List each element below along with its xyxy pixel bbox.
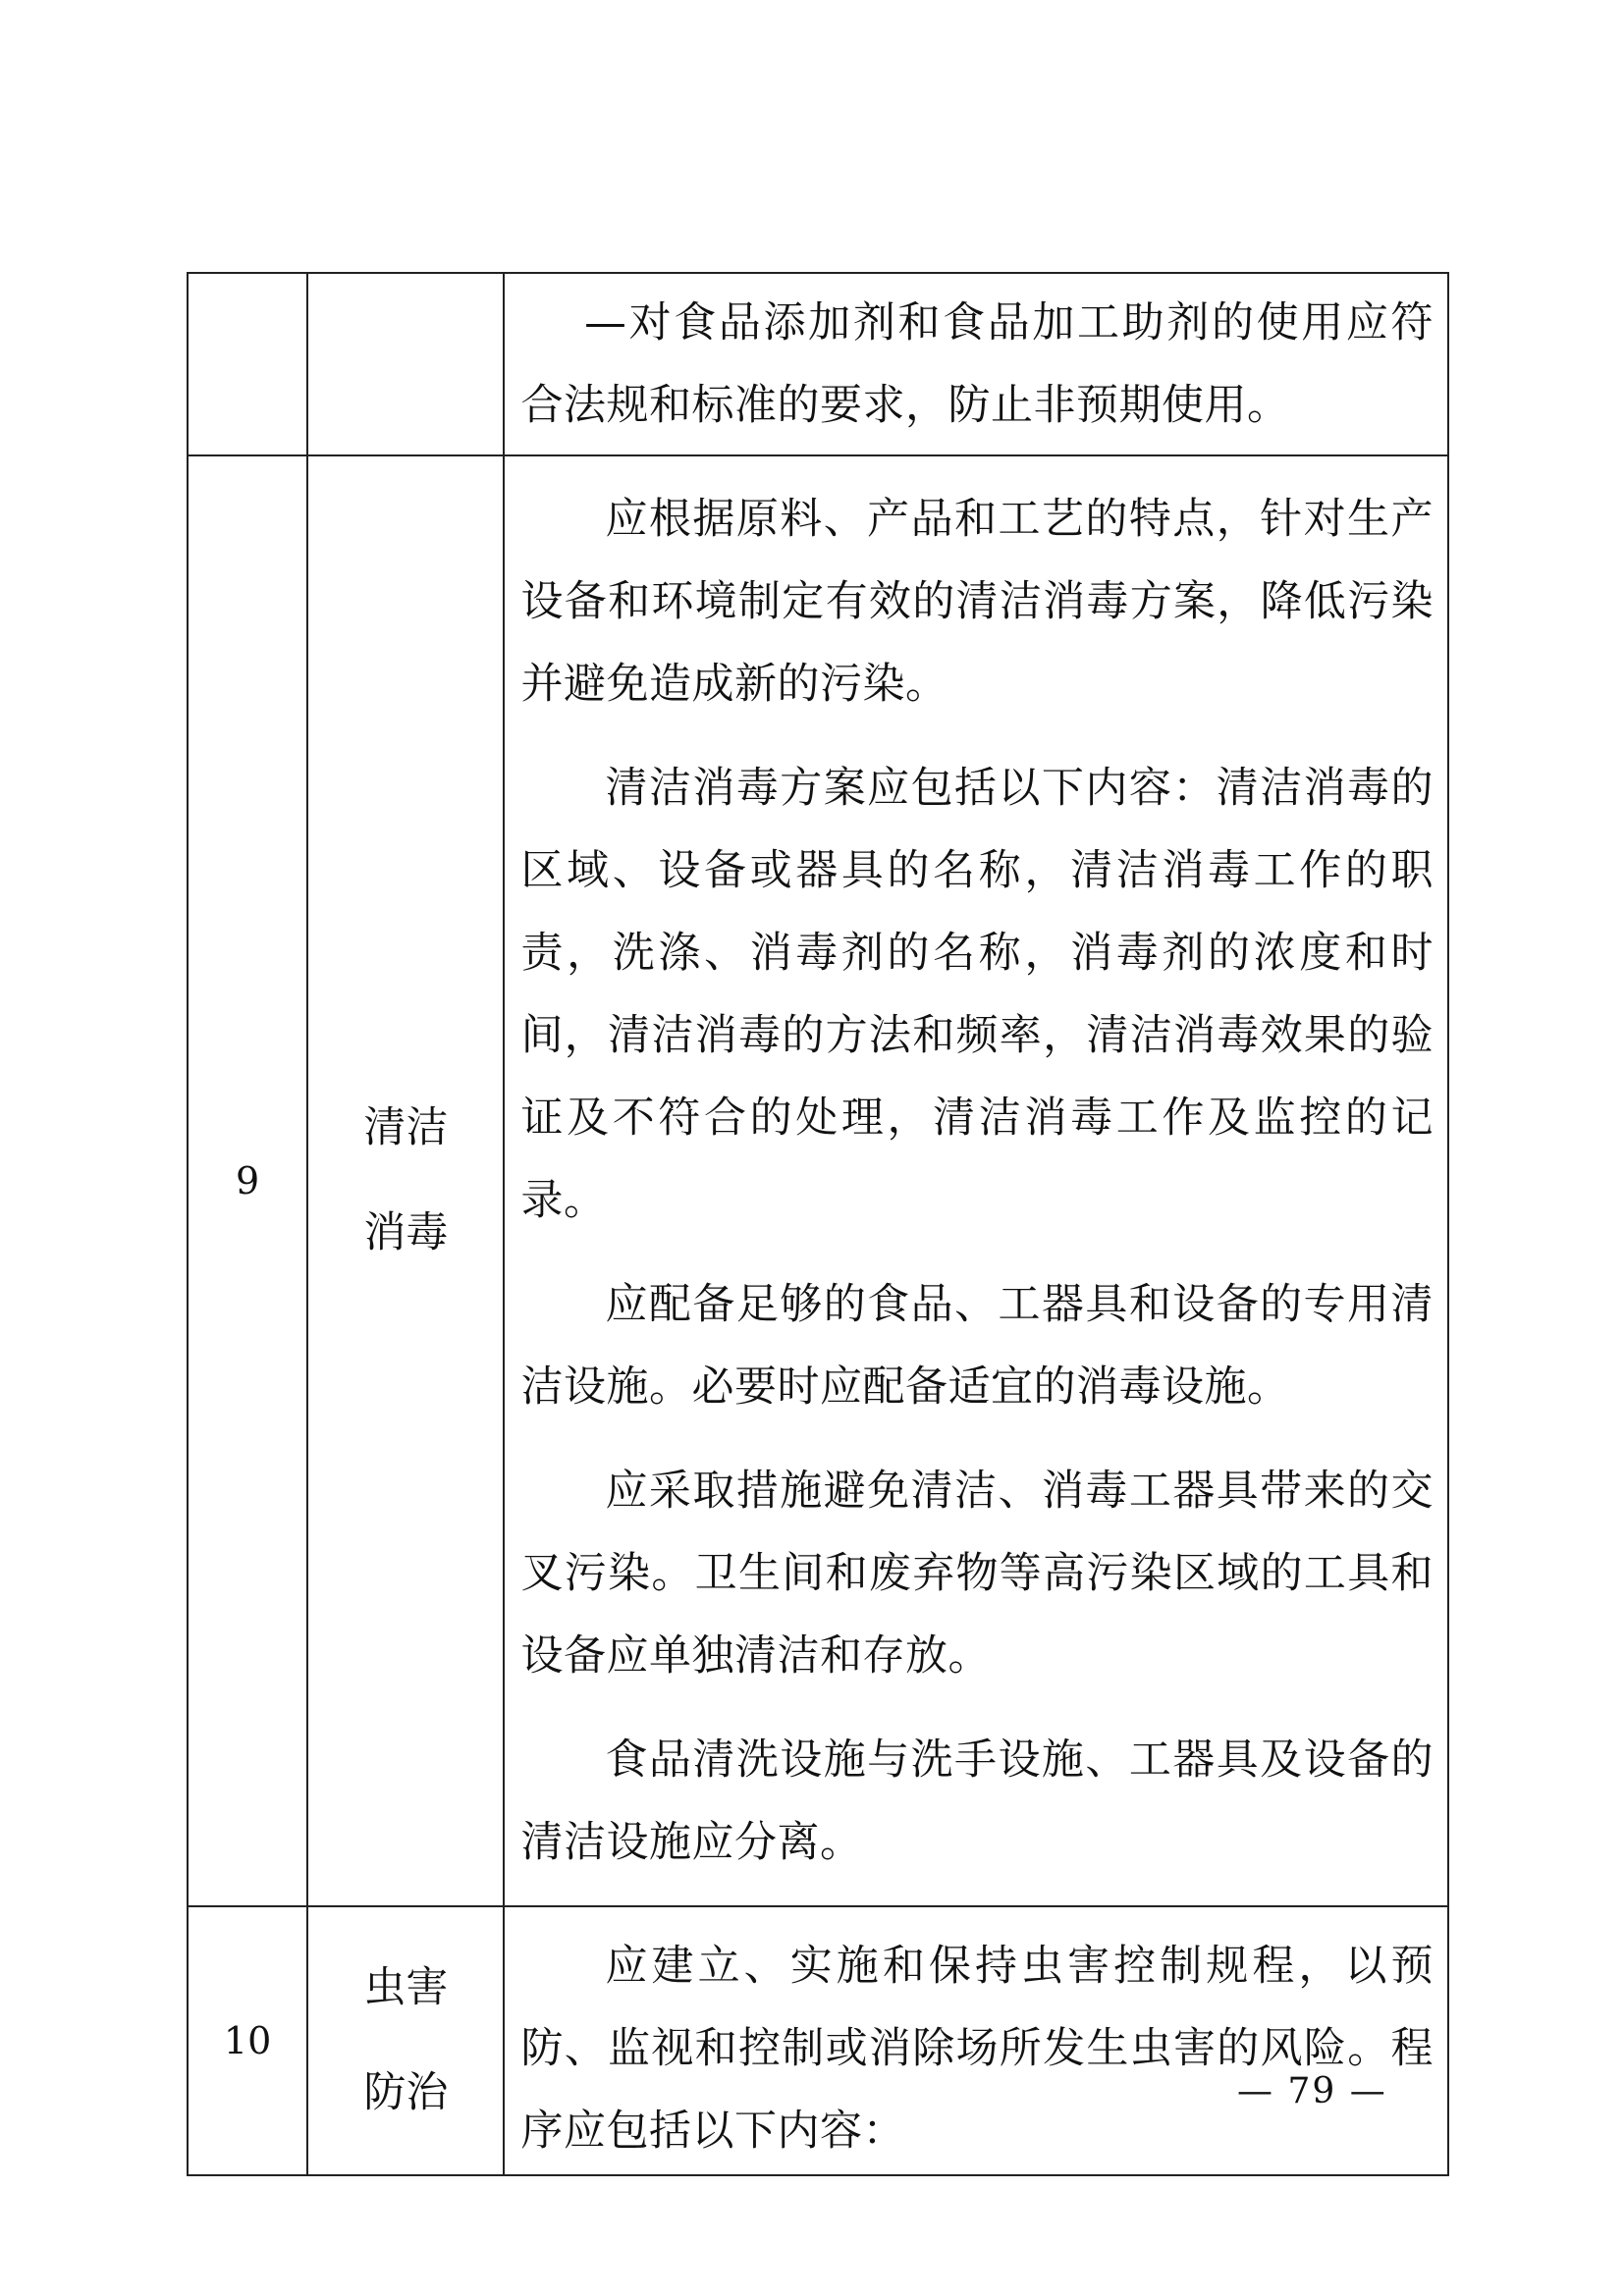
content-table (187, 272, 1449, 2176)
requirement-cell (504, 1906, 1448, 2175)
row-number-cell (188, 273, 307, 455)
category-label-line: 消毒 (363, 1208, 449, 1257)
category-label-line: 防治 (363, 2068, 449, 2117)
row-number-cell: 9 (188, 455, 307, 1906)
requirement-cell (504, 273, 1448, 455)
requirement-paragraph: 应根据原料、产品和工艺的特点，针对生产设备和环境制定有效的清洁消毒方案，降低污染并避免造成新的污染。 (520, 495, 1434, 709)
category-cell (307, 1906, 504, 2175)
category-label-line: 虫害 (363, 1963, 449, 2012)
table-row (188, 1906, 1448, 2175)
category-cell (307, 455, 504, 1906)
category-cell (307, 273, 504, 455)
requirement-cell (504, 455, 1448, 1906)
category-label-line: 清洁 (363, 1103, 449, 1152)
row-number-cell: 10 (188, 1906, 307, 2175)
requirement-paragraph: 清洁消毒方案应包括以下内容：清洁消毒的区域、设备或器具的名称，清洁消毒工作的职责，洗涤、消毒剂的名称，消毒剂的浓度和时间，清洁消毒的方法和频率，清洁消毒效果的验证及不符合的处理，清洁消毒工作及监控的记录。 (520, 764, 1434, 1225)
requirement-paragraph: 应建立、实施和保持虫害控制规程，以预防、监视和控制或消除场所发生虫害的风险。程序应包括以下内容： (520, 1942, 1434, 2156)
page-number: — 79 — (1237, 2071, 1387, 2111)
requirement-paragraph: —对食品添加剂和食品加工助剂的使用应符合法规和标准的要求，防止非预期使用。 (520, 298, 1434, 430)
requirement-paragraph: 应配备足够的食品、工器具和设备的专用清洁设施。必要时应配备适宜的消毒设施。 (520, 1280, 1434, 1412)
table-row (188, 273, 1448, 455)
table-row (188, 455, 1448, 1906)
requirement-paragraph: 应采取措施避免清洁、消毒工器具带来的交叉污染。卫生间和废弃物等高污染区域的工具和设备应单独清洁和存放。 (520, 1467, 1434, 1681)
requirement-paragraph: 食品清洗设施与洗手设施、工器具及设备的清洁设施应分离。 (520, 1735, 1434, 1867)
